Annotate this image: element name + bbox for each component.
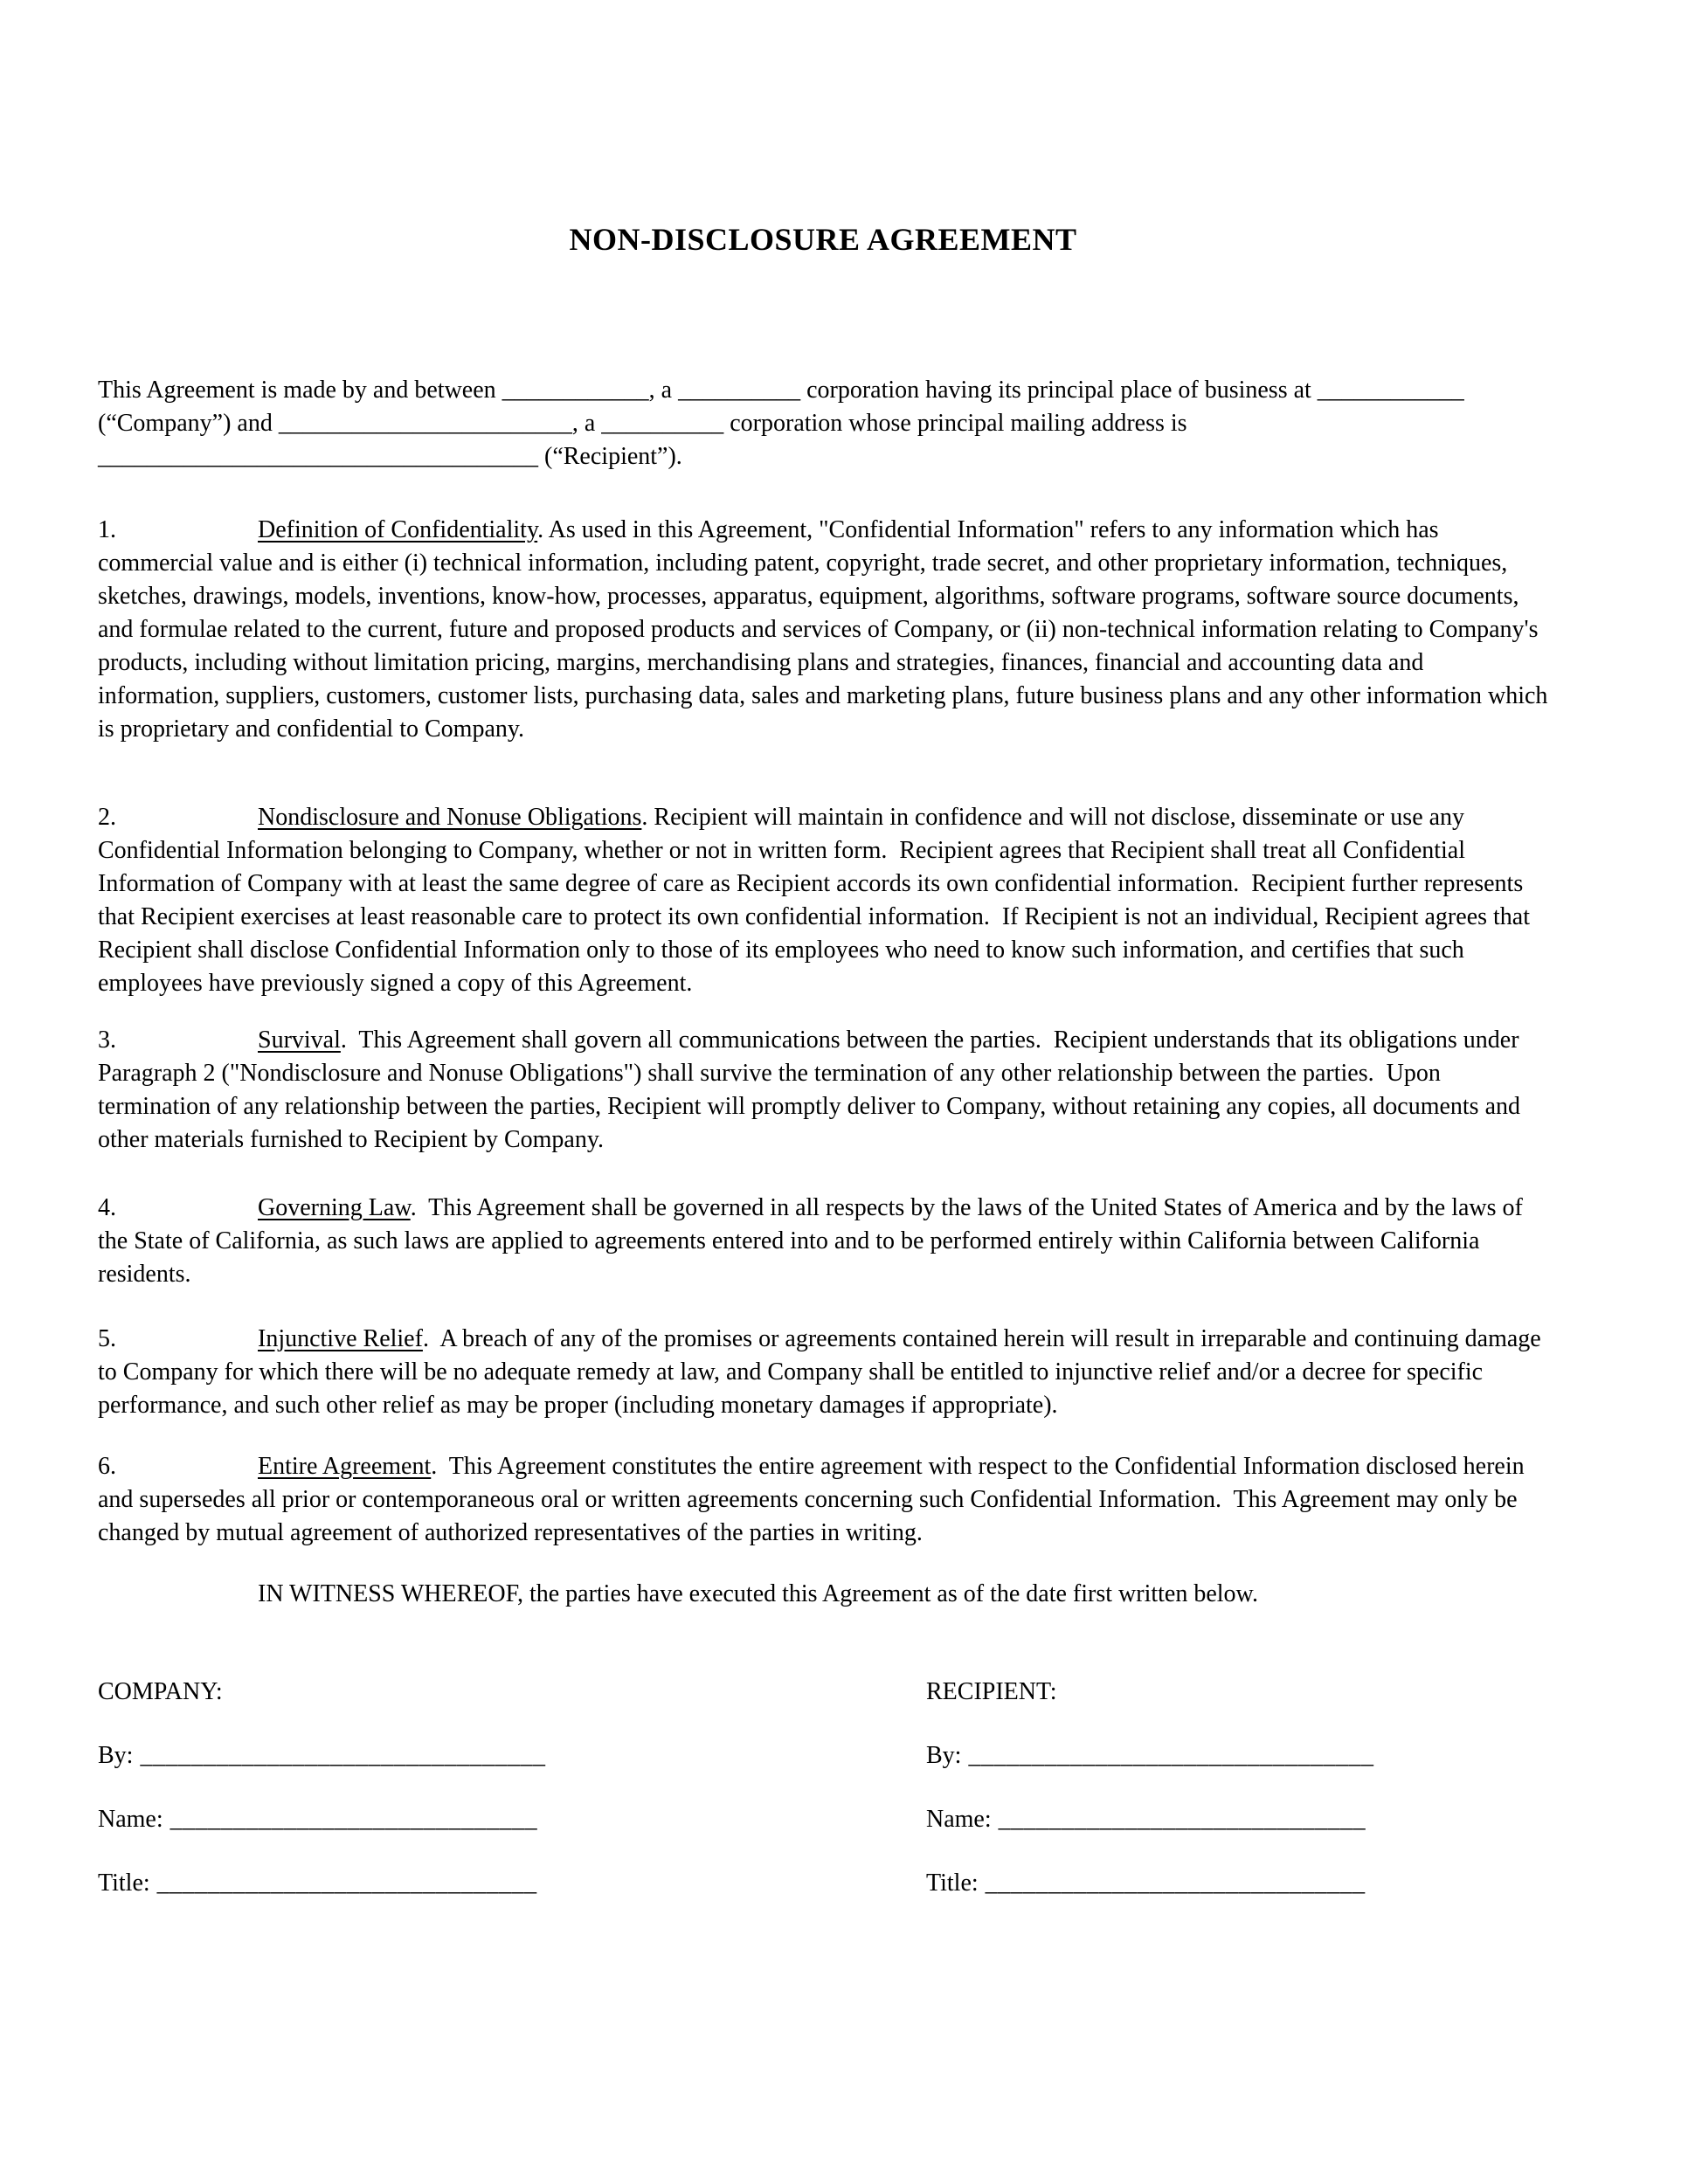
- section-body: . As used in this Agreement, "Confidential Information" refers to any information which has commercial value and is either (i) technical information, including patent, copyright, trade secret, and other proprietary information, techniques, sketches, drawings, models, inventions, know-how, processes, apparatus, equipment, algorithms, software programs, software source documents, and formulae related to the current, future and proposed products and services of Company, or (ii) non-technical information relating to Company's products, including without limitation pricing, margins, merchandising plans and strategies, finances, financial and accounting data and information, suppliers, customers, customer lists, purchasing data, sales and marketing plans, future business plans and any other information which is proprietary and confidential to Company.: [98, 516, 1554, 743]
- intro-paragraph: This Agreement is made by and between ____________, a __________ corporation having its principal place of business at ____________ (“Company”) and ________________________, a __________ corporation whose principal mailing address is ____________________________________ (“Recipient”).: [98, 377, 1470, 470]
- section-number: 3.: [98, 1026, 116, 1054]
- section-number: 2.: [98, 804, 116, 831]
- section-body: . This Agreement shall be governed in all respects by the laws of the United States of America and by the laws of the State of California, as such laws are applied to agreements entered into and to be performed entirely within California between California residents.: [98, 1194, 1529, 1288]
- company-signature-column: [98, 1676, 926, 1931]
- section-body: . A breach of any of the promises or agreements contained herein will result in irreparable and continuing damage to Company for which there will be no adequate remedy at law, and Company shall be entitled to injunctive relief and/or a decree for specific performance, and such other relief as may be proper (including monetary damages if appropriate).: [98, 1325, 1547, 1419]
- section-heading: Survival: [258, 1026, 341, 1054]
- recipient-name-row: [926, 1803, 1548, 1836]
- document-title: NON-DISCLOSURE AGREEMENT: [569, 222, 1077, 257]
- recipient-party-label: RECIPIENT:: [926, 1678, 1057, 1705]
- title-label: Title:: [98, 1870, 150, 1897]
- section-body: . This Agreement shall govern all communications between the parties. Recipient understands that its obligations under Paragraph 2 ("Nondisclosure and Nonuse Obligations") shall survive the termination of any other relationship between the parties. Upon termination of any relationship between the parties, Recipient will promptly deliver to Company, without retaining any copies, all documents and other materials furnished to Recipient by Company.: [98, 1026, 1527, 1153]
- recipient-title-row: [926, 1867, 1548, 1900]
- section-definition-of-confidentiality: [98, 514, 1554, 746]
- company-title-line: ______________________________: [156, 1870, 537, 1897]
- section-heading: Entire Agreement: [258, 1453, 432, 1480]
- title-label: Title:: [926, 1870, 979, 1897]
- section-governing-law: [98, 1192, 1548, 1291]
- company-by-signature-line: ________________________________: [140, 1742, 546, 1769]
- name-label: Name:: [926, 1806, 992, 1833]
- section-heading: Definition of Confidentiality: [258, 516, 538, 543]
- section-number: 4.: [98, 1194, 116, 1221]
- section-heading: Nondisclosure and Nonuse Obligations: [258, 804, 642, 831]
- section-heading: Injunctive Relief: [258, 1325, 423, 1352]
- section-entire-agreement: [98, 1450, 1548, 1550]
- company-by-row: [98, 1739, 926, 1773]
- section-nondisclosure-and-nonuse-obligations: [98, 801, 1548, 1000]
- section-number: 6.: [98, 1453, 116, 1480]
- recipient-by-row: [926, 1739, 1548, 1773]
- name-label: Name:: [98, 1806, 163, 1833]
- by-label: By:: [926, 1742, 962, 1769]
- by-label: By:: [98, 1742, 134, 1769]
- section-injunctive-relief: [98, 1323, 1548, 1422]
- section-number: 1.: [98, 516, 116, 543]
- recipient-title-line: ______________________________: [985, 1870, 1366, 1897]
- section-body: . This Agreement constitutes the entire agreement with respect to the Confidential Information disclosed herein and supersedes all prior or contemporaneous oral or written agreements concerning such Confidential Information. This Agreement may only be changed by mutual agreement of authorized representatives of the parties in writing.: [98, 1453, 1531, 1546]
- recipient-name-line: _____________________________: [998, 1806, 1366, 1833]
- recipient-signature-column: [926, 1676, 1548, 1931]
- section-body: . Recipient will maintain in confidence and will not disclose, disseminate or use any Confidential Information belonging to Company, whether or not in written form. Recipient agrees that Recipient shall treat all Confidential Information of Company with at least the same degree of care as Recipient accords its own confidential information. Recipient further represents that Recipient exercises at least reasonable care to protect its own confidential information. If Recipient is not an individual, Recipient agrees that Recipient shall disclose Confidential Information only to those of its employees who need to know such information, and certifies that such employees have previously signed a copy of this Agreement.: [98, 804, 1536, 997]
- signature-block: [98, 1676, 1548, 1931]
- company-name-line: _____________________________: [169, 1806, 538, 1833]
- recipient-by-signature-line: ________________________________: [968, 1742, 1374, 1769]
- section-survival: [98, 1024, 1548, 1157]
- section-heading: Governing Law: [258, 1194, 411, 1221]
- company-name-row: [98, 1803, 926, 1836]
- company-party-label: COMPANY:: [98, 1678, 223, 1705]
- witness-clause: IN WITNESS WHEREOF, the parties have executed this Agreement as of the date first written below.: [258, 1580, 1258, 1607]
- section-number: 5.: [98, 1325, 116, 1352]
- company-title-row: [98, 1867, 926, 1900]
